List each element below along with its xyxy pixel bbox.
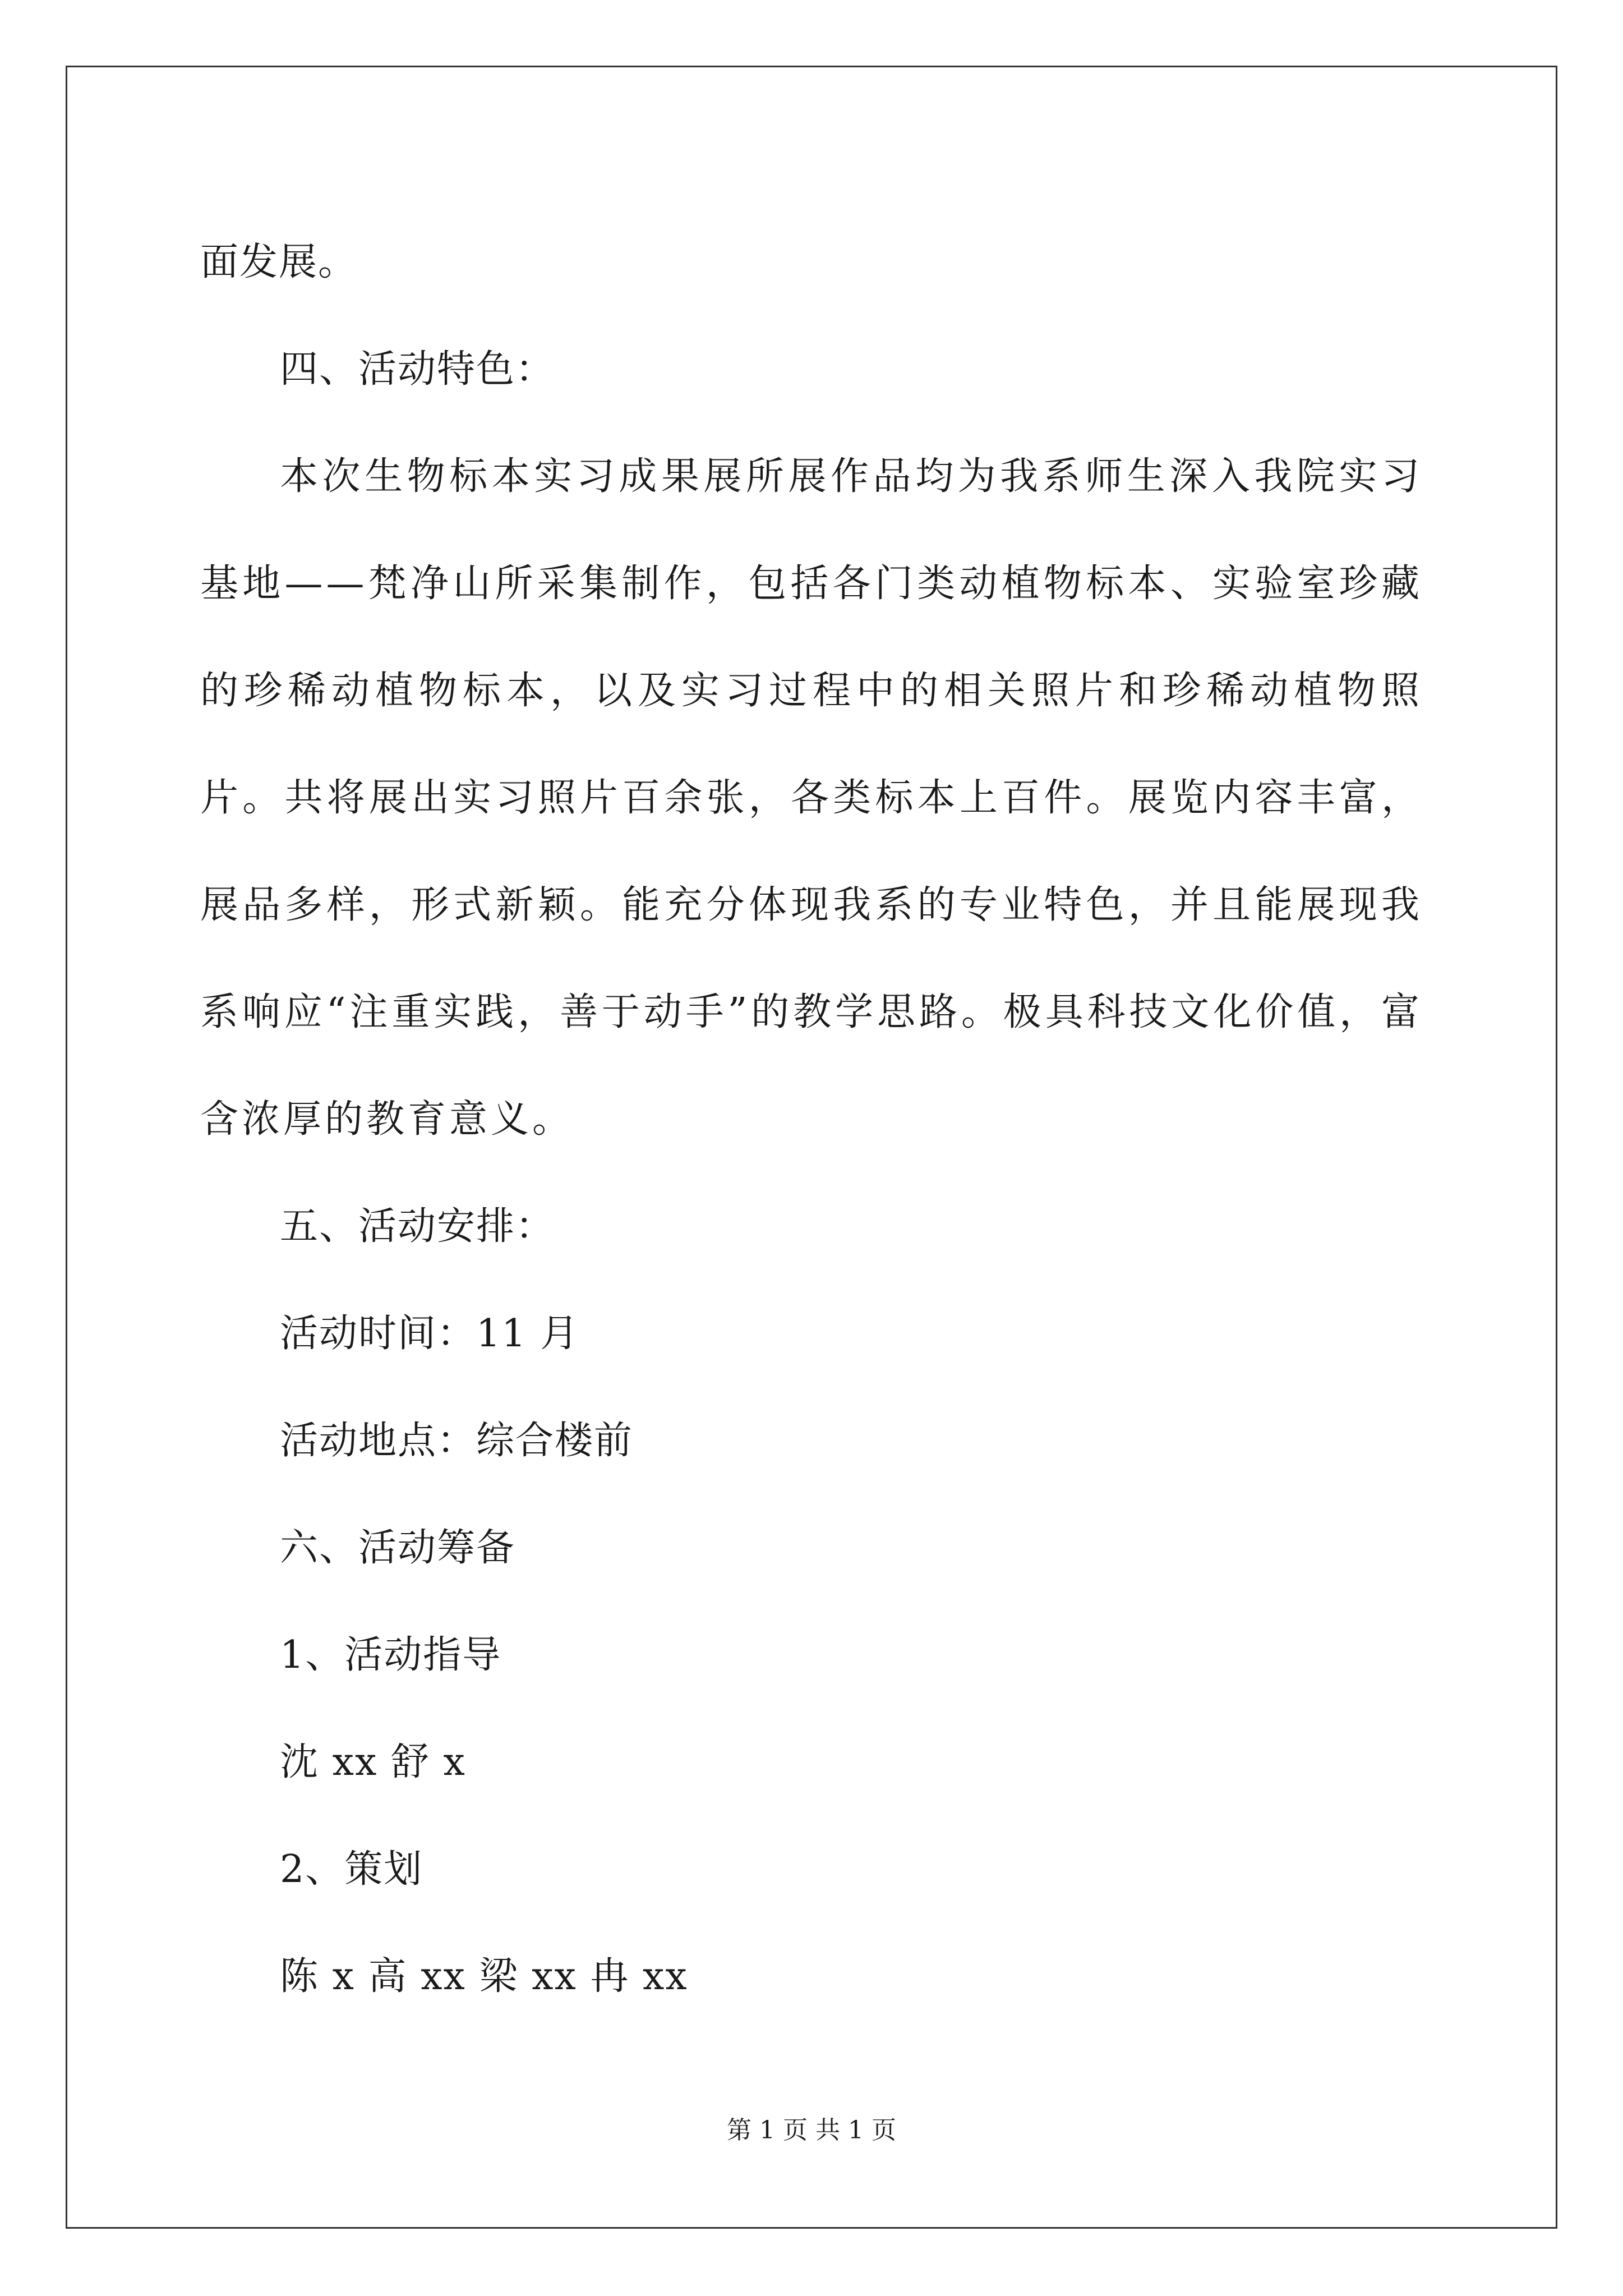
section-6-heading: 六、活动筹备	[280, 1526, 516, 1570]
item-2-names: 陈 x 高 xx 梁 xx 冉 xx	[280, 1954, 688, 1999]
item-2-heading: 2、策划	[280, 1847, 423, 1892]
activity-location: 活动地点：综合楼前	[280, 1419, 634, 1463]
item-1-names: 沈 xx 舒 x	[280, 1740, 466, 1784]
section-4-paragraph: 本次生物标本实习成果展所展作品均为我系师生深入我院实习基地——梵净山所采集制作，包括各门类动植物标本、实验室珍藏的珍稀动植物标本，以及实习过程中的相关照片和珍稀动植物照片。共将展出实习照片百余张，各类标本上百件。展览内容丰富，展品多样，形式新颖。能充分体现我系的专业特色，并且能展现我系响应“注重实践，善于动手”的教学思路。极具科技文化价值，富含浓厚的教育意义。	[200, 454, 1423, 1142]
item-1-heading: 1、活动指导	[280, 1633, 502, 1677]
section-4-heading: 四、活动特色：	[280, 347, 555, 392]
continuation-line: 面发展。	[200, 240, 358, 284]
document-body	[200, 209, 1423, 2030]
activity-time: 活动时间：11 月	[280, 1312, 580, 1356]
section-5-heading: 五、活动安排：	[280, 1204, 555, 1249]
page-number-footer: 第 1 页 共 1 页	[727, 2116, 896, 2145]
